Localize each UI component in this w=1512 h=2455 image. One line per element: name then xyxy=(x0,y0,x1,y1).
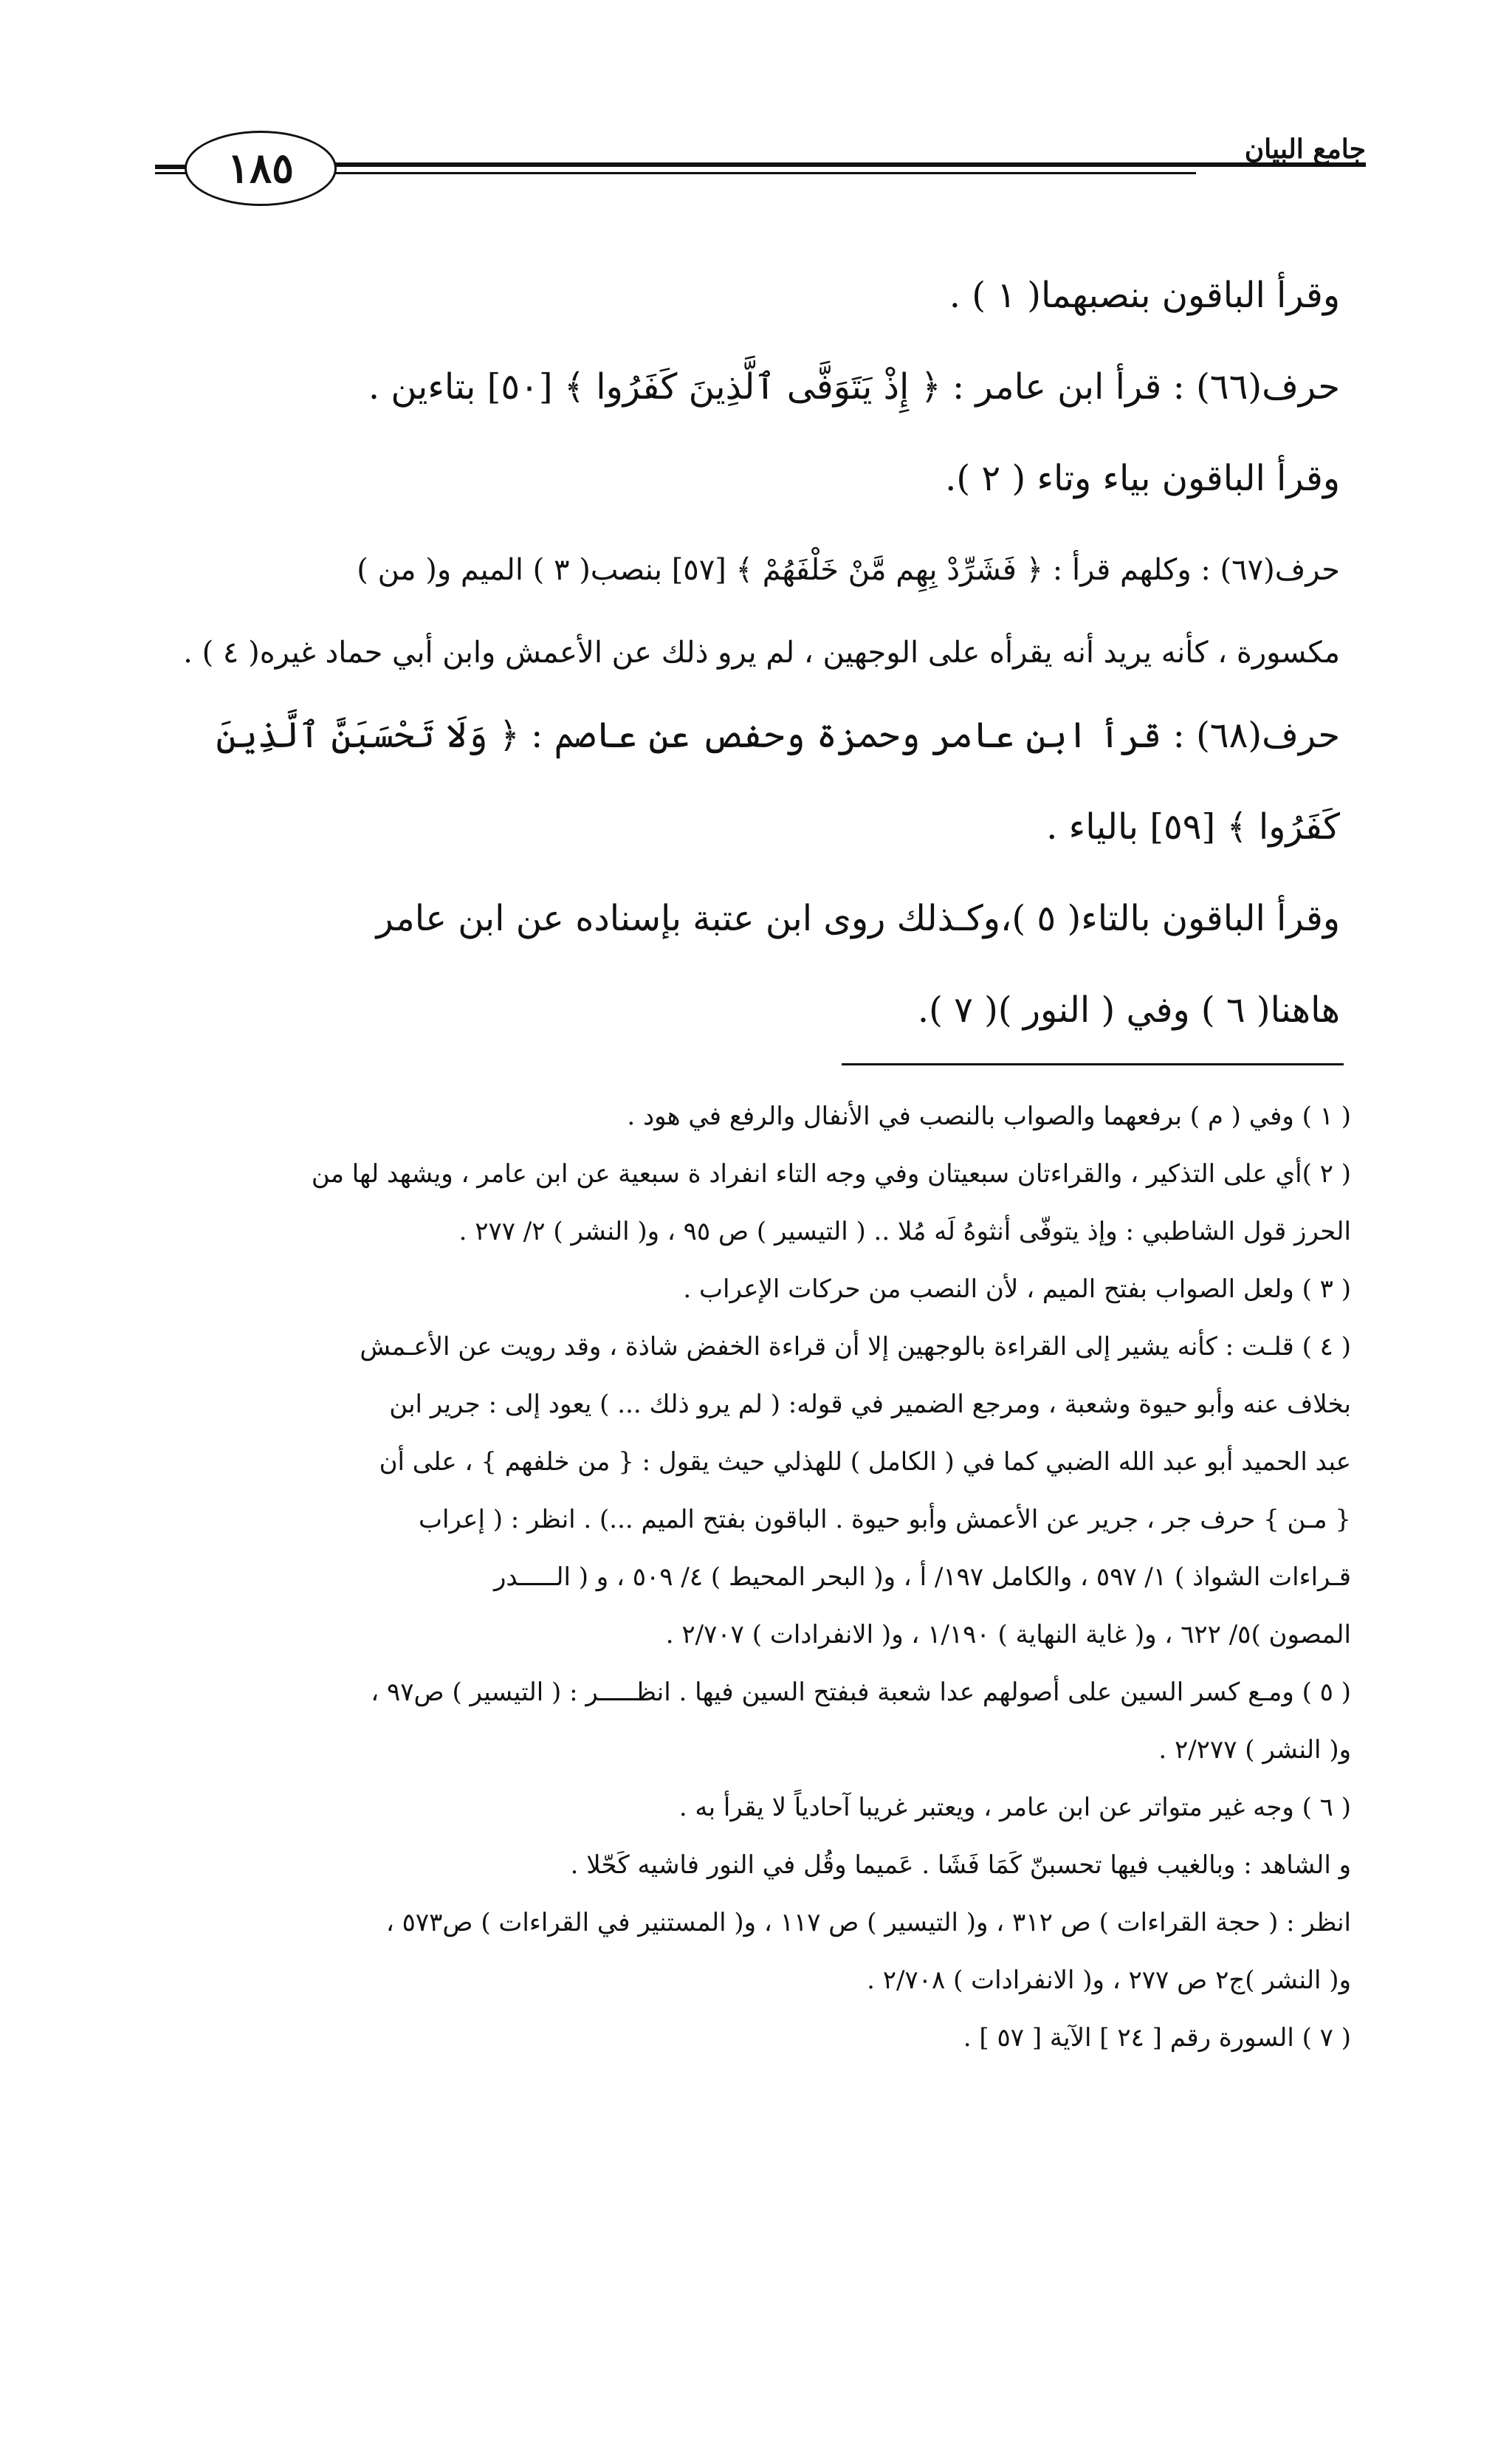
text-line: كَفَرُوا ﴾ [٥٩] بالياء . xyxy=(1046,806,1340,848)
main-text xyxy=(183,273,1340,1079)
footnote: عبد الحميد أبو عبد الله الضبي كما في ( الكامل ) للهذلي حيث يقول : { من خلفهم } ، على أن xyxy=(379,1447,1351,1477)
footnote: المصون )٥/ ٦٢٢ ، و( غاية النهاية ) ١/١٩٠ ، و( الانفرادات ) ٢/٧٠٧ . xyxy=(665,1620,1351,1649)
text-line: حرف(٦٦) : قرأ ابن عامر : ﴿ إِذْ يَتَوَفَّى ٱلَّذِينَ كَفَرُوا ﴾ [٥٠] بتاءين . xyxy=(368,366,1340,408)
book-title: جامع البيان xyxy=(1244,134,1366,165)
footnote: ( ٥ ) ومـع كسر السين على أصولهم عدا شعبة فبفتح السين فيها . انظـــــر : ( التيسير ) ص٩٧ ، xyxy=(371,1678,1351,1707)
footnote: ( ٤ ) قلـت : كأنه يشير إلى القراءة بالوجهين إلا أن قراءة الخفض شاذة ، وقد رويت عن الأعـمش xyxy=(360,1332,1351,1362)
page-number: ١٨٥ xyxy=(185,131,337,206)
footnote: و( النشر ) ٢/٢٧٧ . xyxy=(1158,1735,1351,1765)
page-header xyxy=(155,129,1366,218)
footnote: و الشاهد : وبالغيب فيها تحسبنّ كَمَا فَشَا . عَميما وقُل في النور فاشيه كَحّلا . xyxy=(570,1850,1351,1880)
footnote: انظر : ( حجة القراءات ) ص ٣١٢ ، و( التيسير ) ص ١١٧ ، و( المستنير في القراءات ) ص٥٧٣ ، xyxy=(385,1908,1351,1937)
footnote: قـراءات الشواذ ) ١/ ٥٩٧ ، والكامل ١٩٧/ أ ، و( البحر المحيط ) ٤/ ٥٠٩ ، و ( الـــــدر xyxy=(494,1562,1351,1592)
footnote-separator xyxy=(842,1063,1344,1065)
header-rule xyxy=(325,172,1196,174)
text-line: حرف(٦٨) : قرأ ابن عامر وحمزة وحفص عن عاصم : ﴿ وَلَا تَحْسَبَنَّ ٱلَّذِينَ xyxy=(216,715,1340,756)
text-line: حرف(٦٧) : وكلهم قرأ : ﴿ فَشَرِّدْ بِهِم مَّنْ خَلْفَهُمْ ﴾ [٥٧] بنصب( ٣ ) الميم و( من ) xyxy=(357,553,1340,587)
footnote: ( ٢ )أي على التذكير ، والقراءتان سبعيتان وفي وجه التاء انفراد ة سبعية عن ابن عامر ، ويشهد لها من xyxy=(311,1159,1351,1189)
text-line: هاهنا( ٦ ) وفي ( النور )( ٧ ). xyxy=(917,989,1340,1031)
footnote: { مـن } حرف جر ، جرير عن الأعمش وأبو حيوة . الباقون بفتح الميم ...) . انظر : ( إعراب xyxy=(418,1505,1351,1534)
text-line: وقرأ الباقون بنصبهما( ١ ) . xyxy=(949,275,1340,316)
footnote: و( النشر )ج٢ ص ٢٧٧ ، و( الانفرادات ) ٢/٧٠٨ . xyxy=(867,1965,1351,1995)
text-line: مكسورة ، كأنه يريد أنه يقرأه على الوجهين ، لم يرو ذلك عن الأعمش وابن أبي حماد غيره( ٤ ) . xyxy=(183,636,1340,670)
header-rule xyxy=(325,162,1366,167)
footnote: الحرز قول الشاطبي : وإذ يتوفّى أنثوهُ لَه مُلا .. ( التيسير ) ص ٩٥ ، و( النشر ) ٢/ ٢٧٧ . xyxy=(458,1217,1351,1246)
footnote: ( ٦ ) وجه غير متواتر عن ابن عامر ، ويعتبر غريبا آحادياً لا يقرأ به . xyxy=(678,1793,1351,1822)
text-line: وقرأ الباقون بالتاء( ٥ )،وكـذلك روى ابن عتبة بإسناده عن ابن عامر xyxy=(376,898,1340,939)
footnote: ( ٧ ) السورة رقم [ ٢٤ ] الآية [ ٥٧ ] . xyxy=(963,2023,1351,2053)
footnote: ( ١ ) وفي ( م ) برفعهما والصواب بالنصب في الأنفال والرفع في هود . xyxy=(627,1102,1351,1131)
text-line: وقرأ الباقون بياء وتاء ( ٢ ). xyxy=(945,458,1340,499)
footnote: بخلاف عنه وأبو حيوة وشعبة ، ومرجع الضمير في قوله: ( لم يرو ذلك ... ) يعود إلى : جرير ابن xyxy=(389,1390,1351,1419)
footnotes xyxy=(177,1096,1351,2075)
footnote: ( ٣ ) ولعل الصواب بفتح الميم ، لأن النصب من حركات الإعراب . xyxy=(683,1274,1351,1304)
